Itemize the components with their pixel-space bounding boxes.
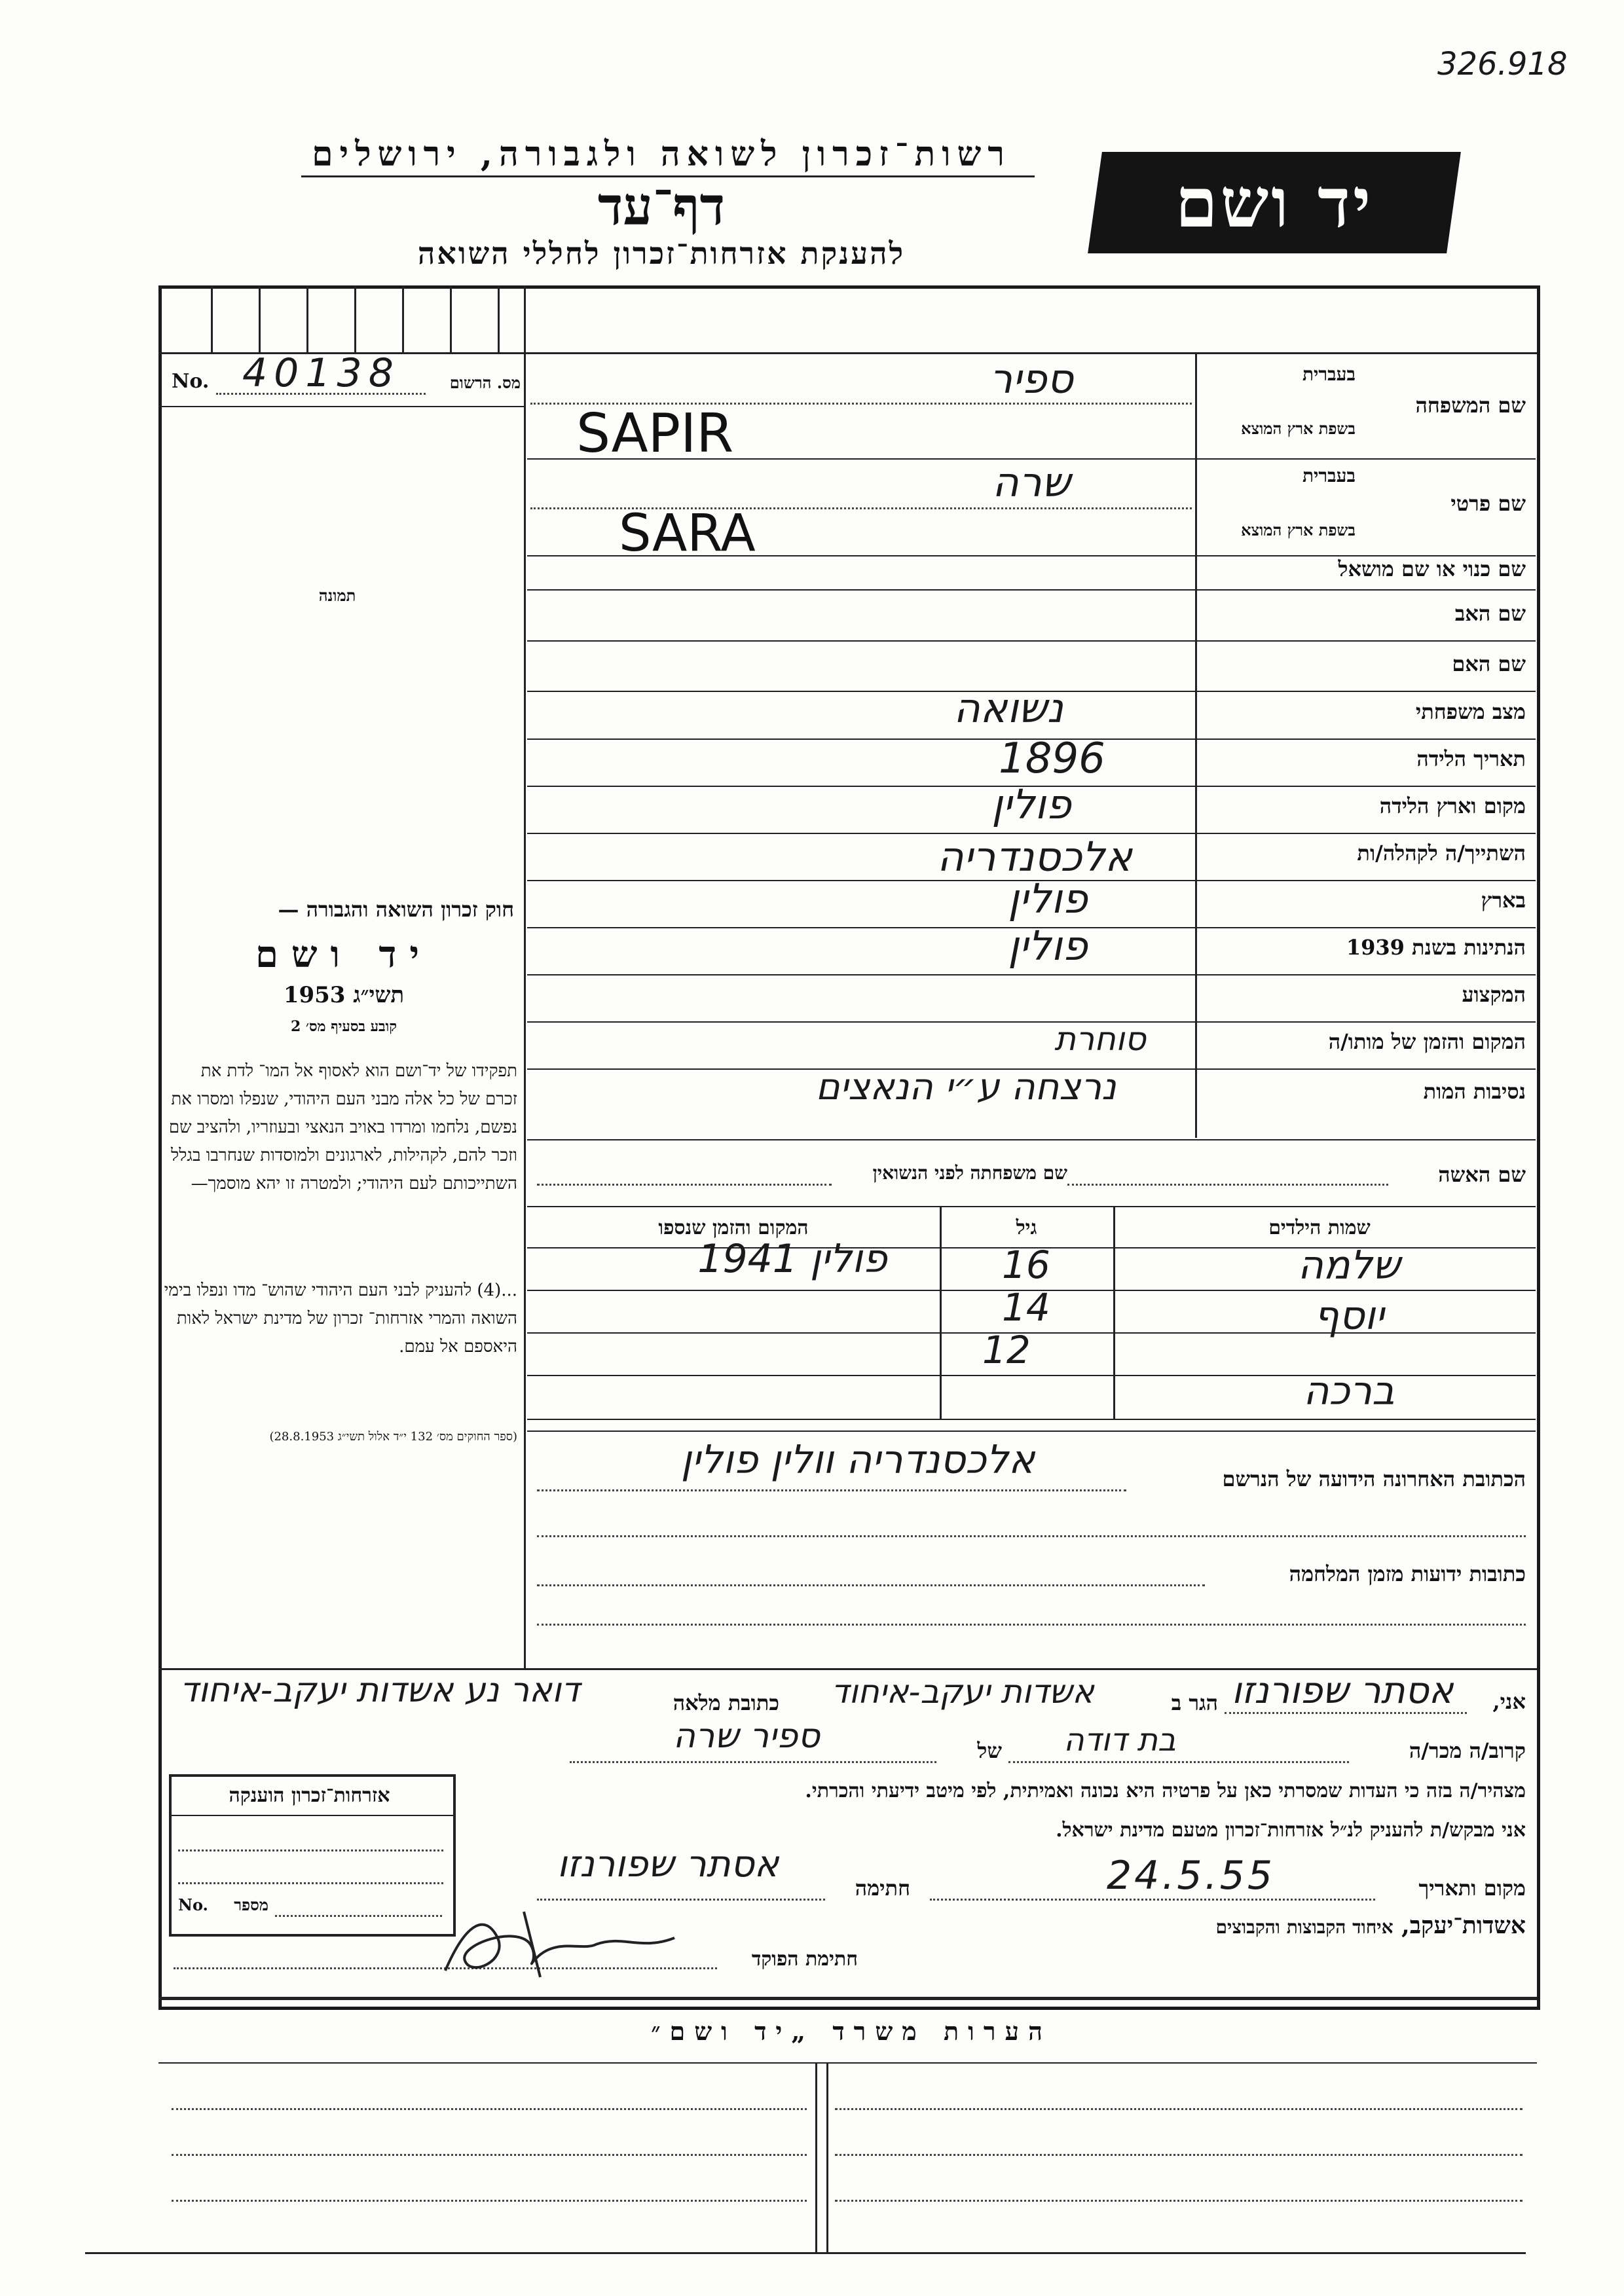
community-label: השתייך/ה לקהלה/ות	[1357, 841, 1526, 866]
child-age: 16	[1002, 1243, 1050, 1287]
notes-header-line	[158, 2062, 1537, 2064]
declaration-statement-2: אני מבקש/ת להעניק לנ״ל אזרחות־זכרון מטעם מדינת ישראל.	[1056, 1819, 1526, 1842]
registration-label: מס. הרשום	[449, 373, 521, 392]
relation-of-dots	[570, 1761, 936, 1763]
declarant-signature: אסתר שפורנזו	[557, 1843, 779, 1886]
registration-no-label: No.	[172, 370, 210, 393]
notes-line	[172, 2108, 807, 2110]
notes-line	[172, 2154, 807, 2156]
firstname-latin-value: SARA	[619, 504, 756, 563]
children-table-bottom	[527, 1419, 1536, 1420]
kibbutz-stamp	[904, 1912, 1526, 1939]
relation-of-label: של	[977, 1738, 1002, 1763]
photo-label: תמונה	[318, 586, 356, 605]
wife-section-top	[527, 1139, 1536, 1140]
notes-label: הערות משרד „יד ושם״	[651, 2016, 1052, 2046]
mother-label: שם האם	[1452, 651, 1526, 676]
registration-number: 40138	[242, 350, 400, 396]
yad-vashem-logo	[1088, 152, 1461, 253]
address-section-top	[527, 1430, 1536, 1432]
law-name: יד ושם	[255, 933, 433, 976]
surname-hebrew-value: ספיר	[989, 355, 1073, 403]
child-death-place: פולין 1941	[697, 1236, 887, 1282]
citizenship-1939-value: פולין	[1008, 922, 1088, 970]
notes-section-top	[158, 1997, 1537, 2000]
surname-in-hebrew: בעברית	[1302, 363, 1356, 385]
country-label: בארץ	[1481, 888, 1526, 913]
box-divider	[354, 285, 356, 352]
death-cause-label: נסיבות המות	[1423, 1079, 1526, 1104]
left-column-divider	[524, 285, 526, 1668]
notes-divider	[826, 2062, 828, 2252]
notes-line	[835, 2154, 1522, 2156]
firstname-in-hebrew: בעברית	[1302, 465, 1356, 486]
signature-label: חתימה	[855, 1876, 910, 1901]
marital-status-value: נשואה	[953, 684, 1063, 732]
wife-maiden-dots	[537, 1184, 832, 1186]
last-address-label: הכתובת האחרונה הידועה של הנרשם	[1222, 1467, 1526, 1491]
child-name: ברכה	[1303, 1368, 1395, 1414]
child-age: 14	[1002, 1285, 1050, 1330]
wife-dots	[1067, 1184, 1388, 1186]
children-place-header: המקום והזמן שנספו	[658, 1216, 809, 1239]
declarant-resides: אשדות יעקב-איחוד	[831, 1673, 1094, 1711]
notes-line	[172, 2200, 807, 2202]
citizenship-box-number-dots	[275, 1915, 442, 1917]
law-heading: חוק זכרון השואה והגבורה —	[278, 897, 514, 922]
kibbutz-union: איחוד הקבוצות והקבוצים	[1215, 1916, 1393, 1938]
nickname-row-line	[527, 589, 1536, 591]
child-age: 12	[982, 1328, 1031, 1372]
declarant-address-label: כתובת מלאה	[673, 1690, 779, 1715]
law-citation: (ספר החוקים מס׳ 132 י״ד אלול תשי״ג 28.8.1953)	[269, 1430, 517, 1444]
birthplace-label: מקום וארץ הלידה	[1379, 793, 1526, 818]
notes-divider	[815, 2062, 817, 2252]
officer-signature-label: חתימת הפוקד	[751, 1948, 858, 1971]
officer-signature-scrawl	[426, 1899, 701, 1984]
citizenship-box-rule	[169, 1815, 453, 1816]
box-divider	[211, 285, 213, 352]
war-addresses-dots	[537, 1584, 1205, 1586]
birthplace-value: פולין	[991, 780, 1071, 828]
box-divider	[450, 285, 452, 352]
box-divider	[498, 285, 500, 352]
law-paragraph-2: ...(4) להעניק לבני העם היהודי שהוש־ מדו ונפלו בימי השואה והמרי אזרחות־ זכרון של מדינת ישראל לאות היאספם אל עמם.	[164, 1281, 517, 1357]
father-row-line	[527, 640, 1536, 642]
war-addresses-dots-2	[537, 1624, 1526, 1626]
surname-latin-value: SAPIR	[576, 403, 734, 465]
children-table-top	[527, 1206, 1536, 1207]
photo-box-top	[158, 406, 525, 407]
law-paragraph-1: תפקידו של יד־ושם הוא לאסוף אל המו־ לדת את זכרם של כל אלה מבני העם היהודי, שנפלו ומסרו את נפשם, נלחמו ומרדו באויב הנאצי ובעוזריו, ולהציב שם וזכר להם, לקהילות, לארגונים ולמוסדות שנחרבו בגלל השתייכותם לעם היהודי; ולמטרה זו יהא מוסמך—	[168, 1061, 517, 1194]
citizenship-1939-label: הנתינות בשנת 1939	[1346, 935, 1526, 960]
wife-maiden-label: שם משפחתה לפני הנשואין	[872, 1162, 1067, 1184]
law-year: תשי״ג 1953	[283, 982, 405, 1008]
kibbutz-place: אשדות־יעקב,	[1401, 1912, 1526, 1939]
country-value: פולין	[1008, 875, 1088, 922]
death-cause-value: נרצחה ע״י הנאצים	[815, 1066, 1116, 1108]
declaration-date: 24.5.55	[1107, 1853, 1276, 1899]
citizenship-box-dots	[178, 1882, 443, 1884]
death-place-label: המקום והזמן של מותו/ה	[1328, 1029, 1526, 1054]
citizenship-box-number-label: מספר	[234, 1895, 268, 1914]
archive-number: 326.918	[1437, 46, 1568, 82]
surname-in-origin-language: בשפת ארץ המוצא	[1241, 419, 1356, 438]
last-address-value: אלכסנדריה וולין פולין	[680, 1437, 1035, 1483]
community-value: אלכסנדריה	[937, 833, 1132, 881]
form-subtitle: להענקת אזרחות־זכרון לחללי השואה	[417, 236, 906, 271]
declarant-resides-label: הגר ב	[1171, 1690, 1218, 1715]
logo-text: יד ושם	[1175, 162, 1374, 243]
last-address-dots	[537, 1489, 1126, 1491]
place-date-dots	[930, 1899, 1375, 1901]
declarant-name-dots	[1225, 1712, 1467, 1714]
father-label: שם האב	[1454, 601, 1526, 626]
birthdate-label: תאריך הלידה	[1416, 746, 1526, 771]
notes-line	[835, 2200, 1522, 2202]
profession-value: סוחרת	[1054, 1020, 1146, 1058]
wife-label: שם האשה	[1438, 1162, 1526, 1187]
child-name: יוסף	[1314, 1293, 1384, 1339]
relation-value: בת דודה	[1063, 1722, 1176, 1758]
profession-label: המקצוע	[1462, 982, 1526, 1007]
firstname-hebrew-value: שרה	[992, 458, 1071, 506]
notes-line	[835, 2108, 1522, 2110]
citizenship-granted-title: אזרחות־זכרון הוענקה	[229, 1784, 390, 1807]
children-col-divider-1	[1113, 1206, 1115, 1419]
birthdate-value: 1896	[999, 735, 1105, 783]
surname-label: שם המשפחה	[1415, 393, 1526, 418]
children-names-header: שמות הילדים	[1268, 1216, 1371, 1239]
relation-label: קרוב/ה מכר/ה	[1409, 1738, 1526, 1763]
marital-status-label: מצב משפחתי	[1415, 699, 1526, 724]
citizenship-box-dots	[178, 1850, 443, 1851]
children-col-divider-2	[940, 1206, 942, 1419]
place-date-label: מקום ותאריך	[1418, 1876, 1526, 1901]
relation-of-name: ספיר שרה	[673, 1717, 820, 1756]
page-bottom-rule	[85, 2252, 1526, 2254]
child-name: שלמה	[1297, 1243, 1401, 1288]
box-divider	[259, 285, 261, 352]
label-column-divider	[1195, 352, 1197, 1138]
profession-row-line	[527, 1021, 1536, 1023]
declarant-name: אסתר שפורנזו	[1231, 1669, 1454, 1712]
relation-dots	[1008, 1761, 1349, 1763]
declarant-address: דואר נע אשדות יעקב-איחוד	[179, 1671, 580, 1710]
children-age-header: גיל	[1016, 1216, 1037, 1239]
box-divider	[402, 285, 404, 352]
authority-line: רשות־זכרון לשואה ולגבורה, ירושלים	[312, 134, 1011, 174]
citizenship-row-line	[527, 974, 1536, 975]
form-title: דף־עד	[597, 175, 726, 237]
box-divider	[306, 285, 308, 352]
declarant-i-label: אני,	[1492, 1689, 1526, 1714]
firstname-label: שם פרטי	[1450, 491, 1526, 516]
nickname-label: שם כנוי או שם מושאל	[1338, 556, 1526, 581]
law-clause-ref: קובע בסעיף מס׳ 2	[290, 1018, 397, 1035]
citizenship-box-no-label: No.	[178, 1895, 208, 1914]
war-addresses-label: כתובות ידועות מזמן המלחמה	[1289, 1561, 1526, 1586]
declaration-statement-1: מצהיר/ה בזה כי העדות שמסרתי כאן על פרטיה היא נכונה ואמיתית, לפי מיטב ידיעתי והכרתי.	[805, 1779, 1526, 1802]
firstname-in-origin-language: בשפת ארץ המוצא	[1241, 520, 1356, 539]
last-address-dots-2	[537, 1535, 1526, 1537]
